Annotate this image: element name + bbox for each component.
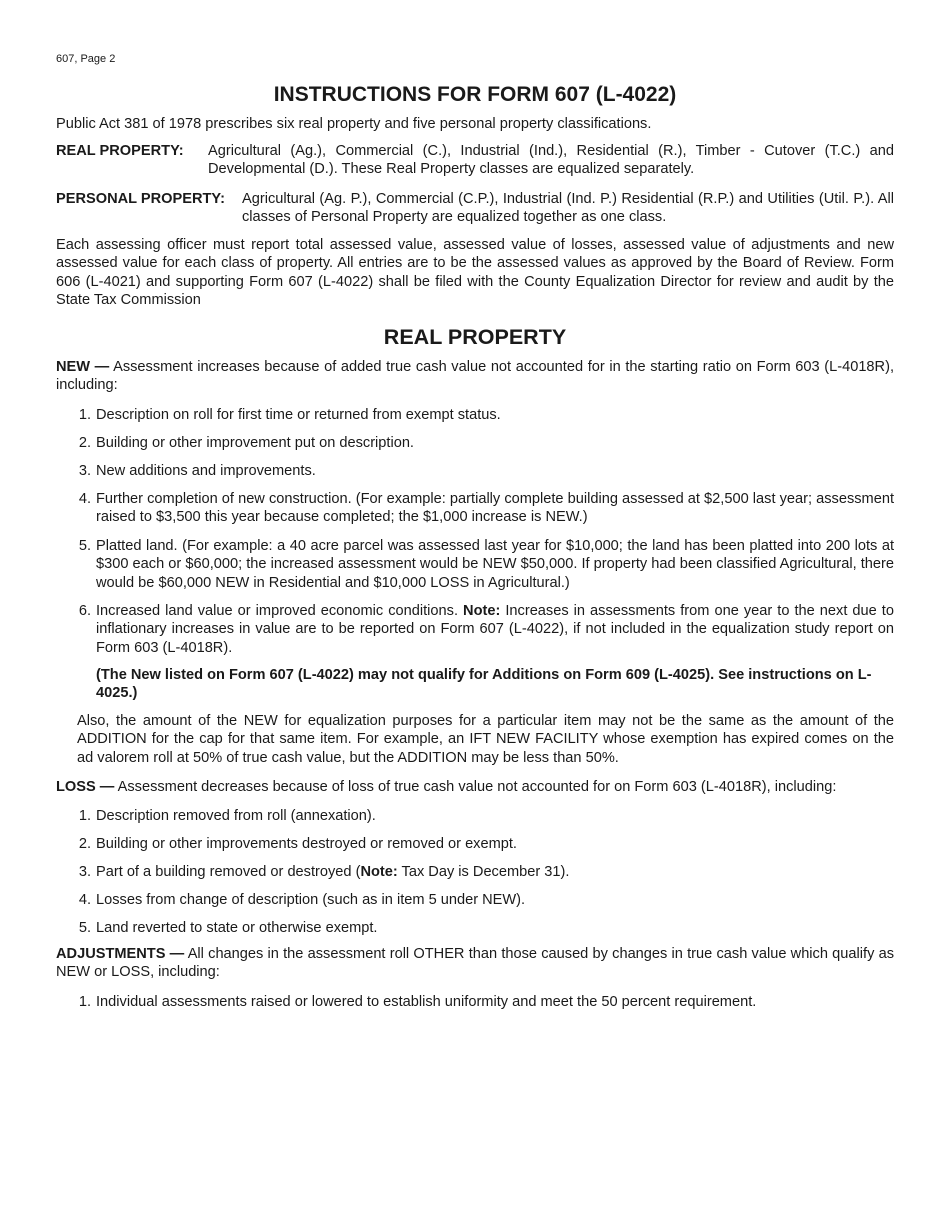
loss-definition [56,778,894,796]
real-property-class [56,142,894,180]
intro-paragraph: Public Act 381 of 1978 prescribes six real property and five personal property classifications. [56,116,652,132]
real-property-label: REAL PROPERTY: [56,143,184,159]
adjustments-text: All changes in the assessment roll OTHER than those caused by changes in true cash value which qualify as NEW or LOSS, including: [56,946,895,981]
personal-property-class [56,190,894,228]
note-label: Note: [463,603,501,619]
personal-property-label: PERSONAL PROPERTY: [56,191,225,207]
new-label: NEW — [56,359,110,375]
real-property-text: Agricultural (Ag.), Commercial (C.), Industrial (Ind.), Residential (R.), Timber - Cutover (T.C.) and Developmental (D.). These Real Property classes are equalized separately. [208,143,894,178]
addition-cap-paragraph: Also, the amount of the NEW for equalization purposes for a particular item may not be the same as the amount of the ADDITION for the cap for that same item. For example, an IFT NEW FACILITY whose exemption has expired comes on the ad valorem roll at 50% of true cash value, but the ADDITION may be less than 50%. [77,713,894,766]
page-title: INSTRUCTIONS FOR FORM 607 (L-4022) [273,83,677,106]
new-text: Assessment increases because of added true cash value not accounted for in the starting ratio on Form 603 (L-4018R), including: [56,359,894,394]
personal-property-text: Agricultural (Ag. P.), Commercial (C.P.), Industrial (Ind. P.) Residential (R.P.) and Utilities (Util. P.). All classes of Personal Property are equalized together as one class. [242,191,894,226]
loss-text: Assessment decreases because of loss of true cash value not accounted for on Form 603 (L-4018R), including: [117,779,837,795]
assessing-paragraph: Each assessing officer must report total assessed value, assessed value of losses, assessed value of adjustments and new assessed value for each class of property. All entries are to be the assessed values as approved by the Board of Review. Form 606 (L-4021) and supporting Form 607 (L-4022) shall be filed with the County Equalization Director for review and audit by the State Tax Commission [56,237,894,309]
adjustments-label: ADJUSTMENTS — [56,946,185,962]
adjustments-definition [56,945,894,982]
page-number: 607, Page 2 [56,53,116,65]
additions-note: (The New listed on Form 607 (L-4022) may not qualify for Additions on Form 609 (L-4025). See instructions on L-4025.) [96,667,872,702]
note-label: Note: [360,864,398,880]
loss-label: LOSS — [56,779,115,795]
new-definition [56,358,894,395]
section-title: REAL PROPERTY [383,325,567,349]
